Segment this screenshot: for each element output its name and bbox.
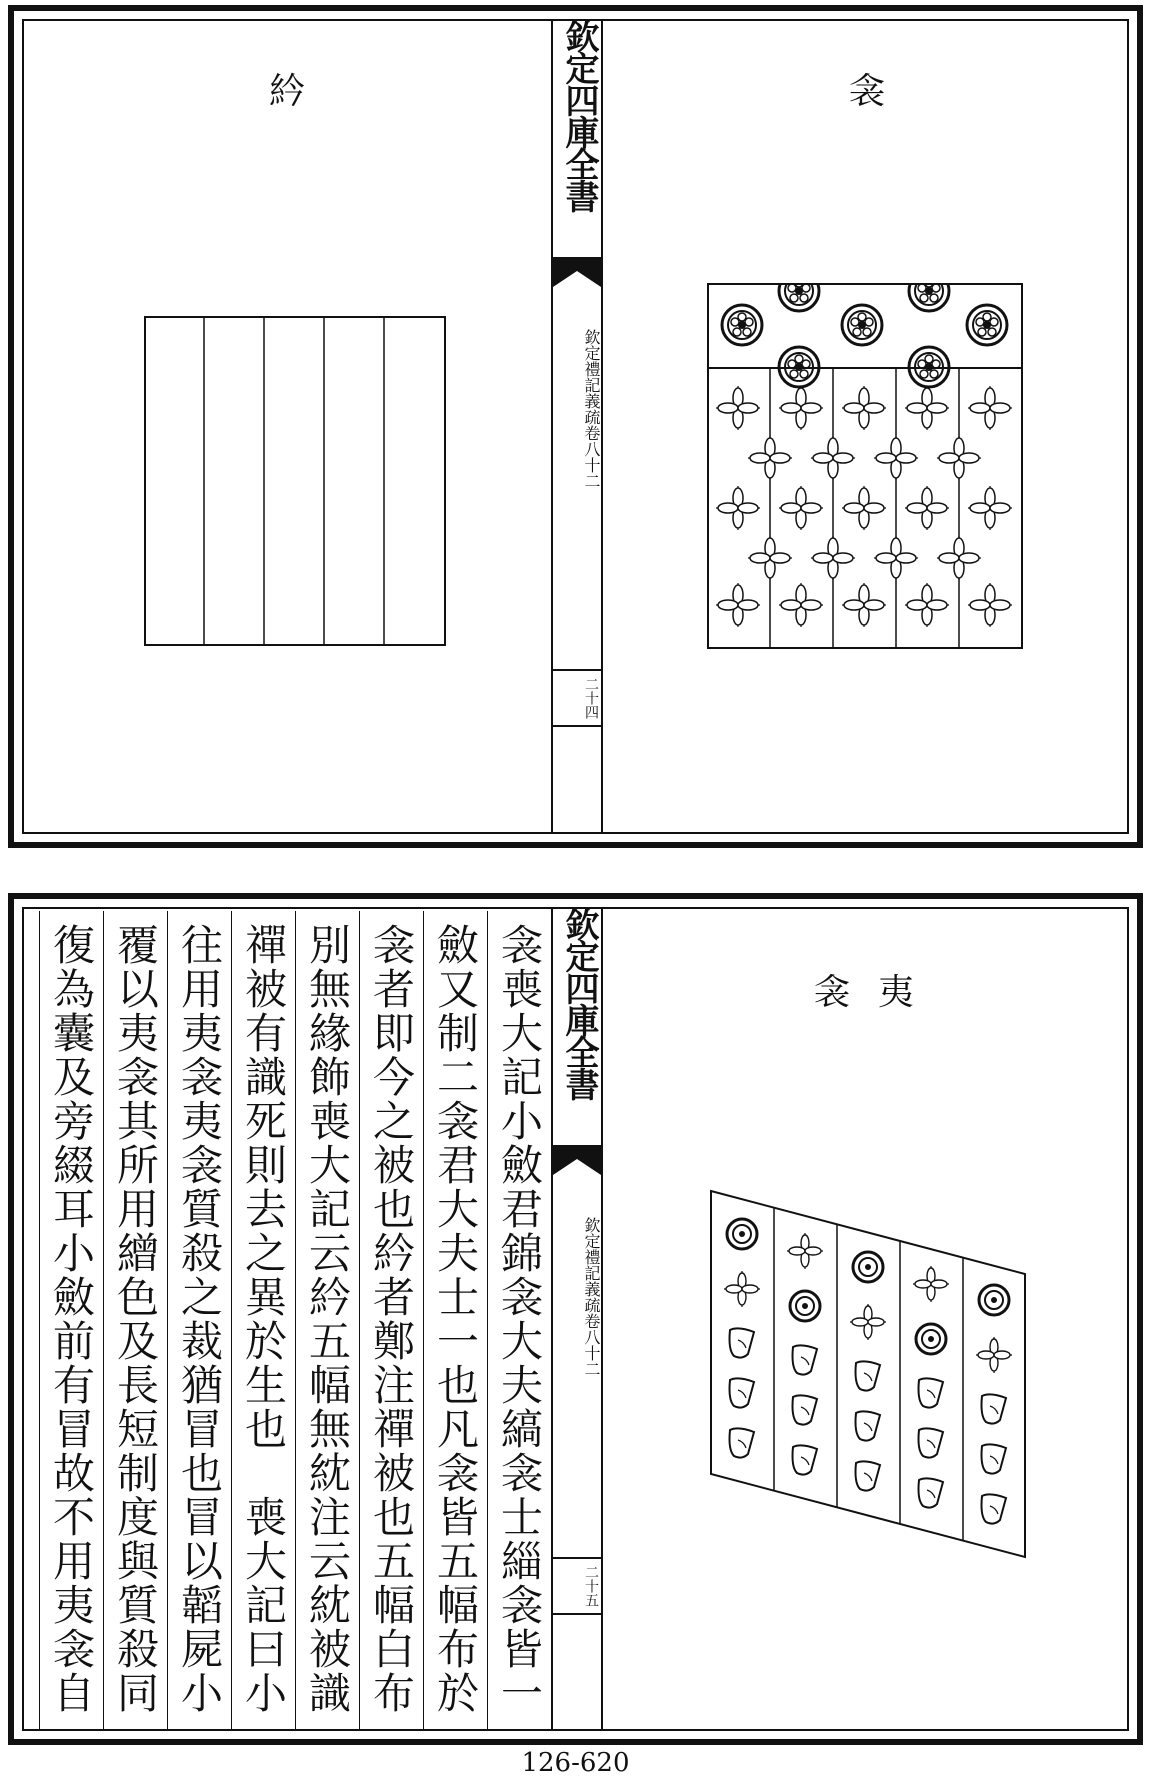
bottom-page [8,893,1143,1745]
commentary-text [34,911,551,1731]
spine-subtitle: 欽定禮記義疏卷八十二 [582,1217,601,1377]
qin-diagram [707,283,1023,649]
text-column: 衾者即今之被也紟者鄭注禪被也五幅白布 [359,911,423,1731]
footer-page-code: 126-620 [521,1748,630,1778]
text-column: 斂又制二衾君大夫士一也凡衾皆五幅布於 [423,911,487,1731]
figure-title-jin: 紟 [269,71,334,112]
fish-tail-icon [553,259,601,293]
spine-subtitle: 欽定禮記義疏卷八十二 [582,329,601,489]
page-number: 二十五 [553,1557,601,1615]
yiqin-diagram [709,1189,1029,1559]
text-column: 覆以夷衾其所用繒色及長短制度與質殺同 [103,911,167,1731]
top-page [8,5,1143,848]
spine-title: 欽定四庫全書 [559,907,599,1099]
top-spine [551,19,603,834]
text-column: 禪被有識死則去之異於生也 喪大記曰小 [231,911,295,1731]
text-column: 別無緣飾喪大記云紟五幅無紞注云紞被識 [295,911,359,1731]
text-column: 衾喪大記小斂君錦衾大夫縞衾士緇衾皆一 [487,911,551,1731]
figure-title-qin: 衾 [849,71,914,112]
text-column: 往用夷衾夷衾質殺之裁猶冒也冒以韜屍小 [167,911,231,1731]
figure-title-yiqin: 衾夷 [814,972,943,1013]
page-number: 二十四 [553,669,601,727]
jin-diagram [144,316,446,646]
bottom-spine [551,907,603,1731]
fish-tail-icon [553,1147,601,1181]
text-column: 復為囊及旁綴耳小斂前有冒故不用夷衾自 [39,911,103,1731]
spine-title: 欽定四庫全書 [559,19,599,211]
